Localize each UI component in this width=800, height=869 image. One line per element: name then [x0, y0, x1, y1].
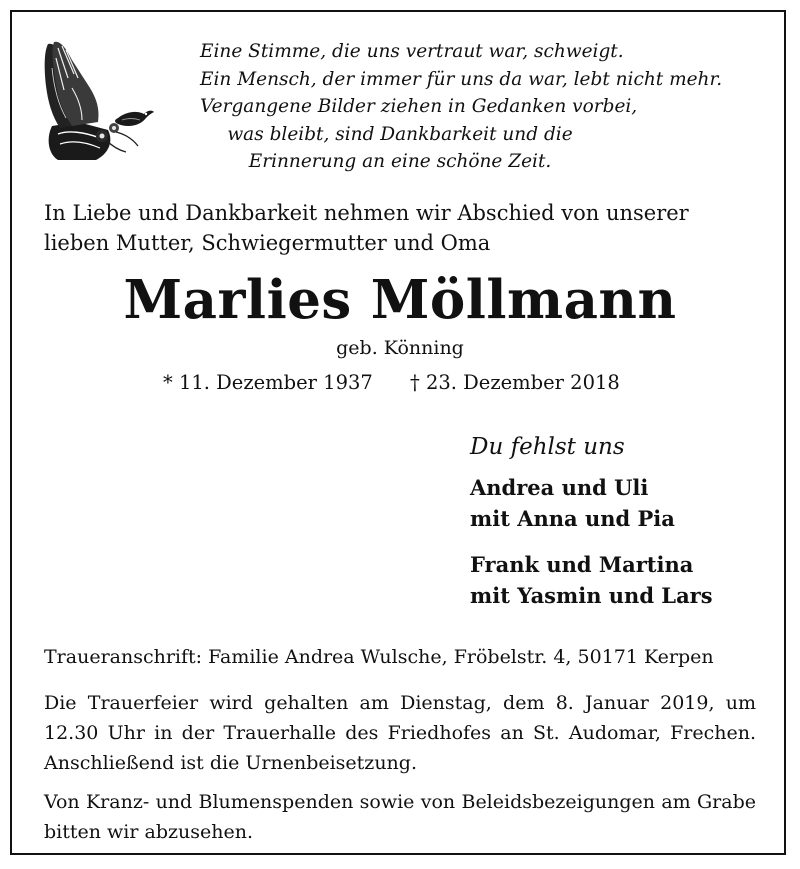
mourner-line: mit Yasmin und Lars: [470, 583, 713, 608]
deceased-name: Marlies Möllmann: [123, 269, 677, 331]
mourners: [470, 432, 770, 611]
mourners-heading: Du fehlst uns: [470, 434, 625, 460]
praying-hands-icon: [38, 38, 156, 162]
birth-name: geb. Könning: [336, 337, 464, 359]
mourner-line: Frank und Martina: [470, 552, 694, 577]
mourner-line: mit Anna und Pia: [470, 506, 675, 531]
poem: [200, 38, 723, 176]
flowers-note: Von Kranz- und Blumenspenden sowie von Beleidsbezeigungen am Grabe bitten wir abzusehen.: [44, 791, 756, 843]
intro-text: In Liebe und Dankbarkeit nehmen wir Abschied von unserer lieben Mutter, Schwiegermutter und Oma: [44, 201, 689, 255]
mourner-group: [470, 472, 770, 534]
birth-date: * 11. Dezember 1937: [163, 371, 373, 394]
mourner-group: [470, 549, 770, 611]
poem-line: was bleibt, sind Dankbarkeit und die: [227, 123, 573, 145]
ceremony-text: Die Trauerfeier wird gehalten am Dienstag, dem 8. Januar 2019, um 12.30 Uhr in der Trauerhalle des Friedhofes an St. Audomar, Frechen. Anschließend ist die Urnenbeisetzung.: [44, 692, 756, 774]
mourning-address: Traueranschrift: Familie Andrea Wulsche, Fröbelstr. 4, 50171 Kerpen: [44, 646, 714, 668]
death-date: † 23. Dezember 2018: [410, 371, 620, 394]
poem-line: Erinnerung an eine schöne Zeit.: [248, 151, 552, 172]
poem-line: Ein Mensch, der immer für uns da war, lebt nicht mehr.: [200, 68, 723, 90]
poem-line: Vergangene Bilder ziehen in Gedanken vorbei,: [200, 96, 638, 117]
mourner-line: Andrea und Uli: [470, 475, 649, 500]
poem-line: Eine Stimme, die uns vertraut war, schweigt.: [200, 41, 624, 62]
